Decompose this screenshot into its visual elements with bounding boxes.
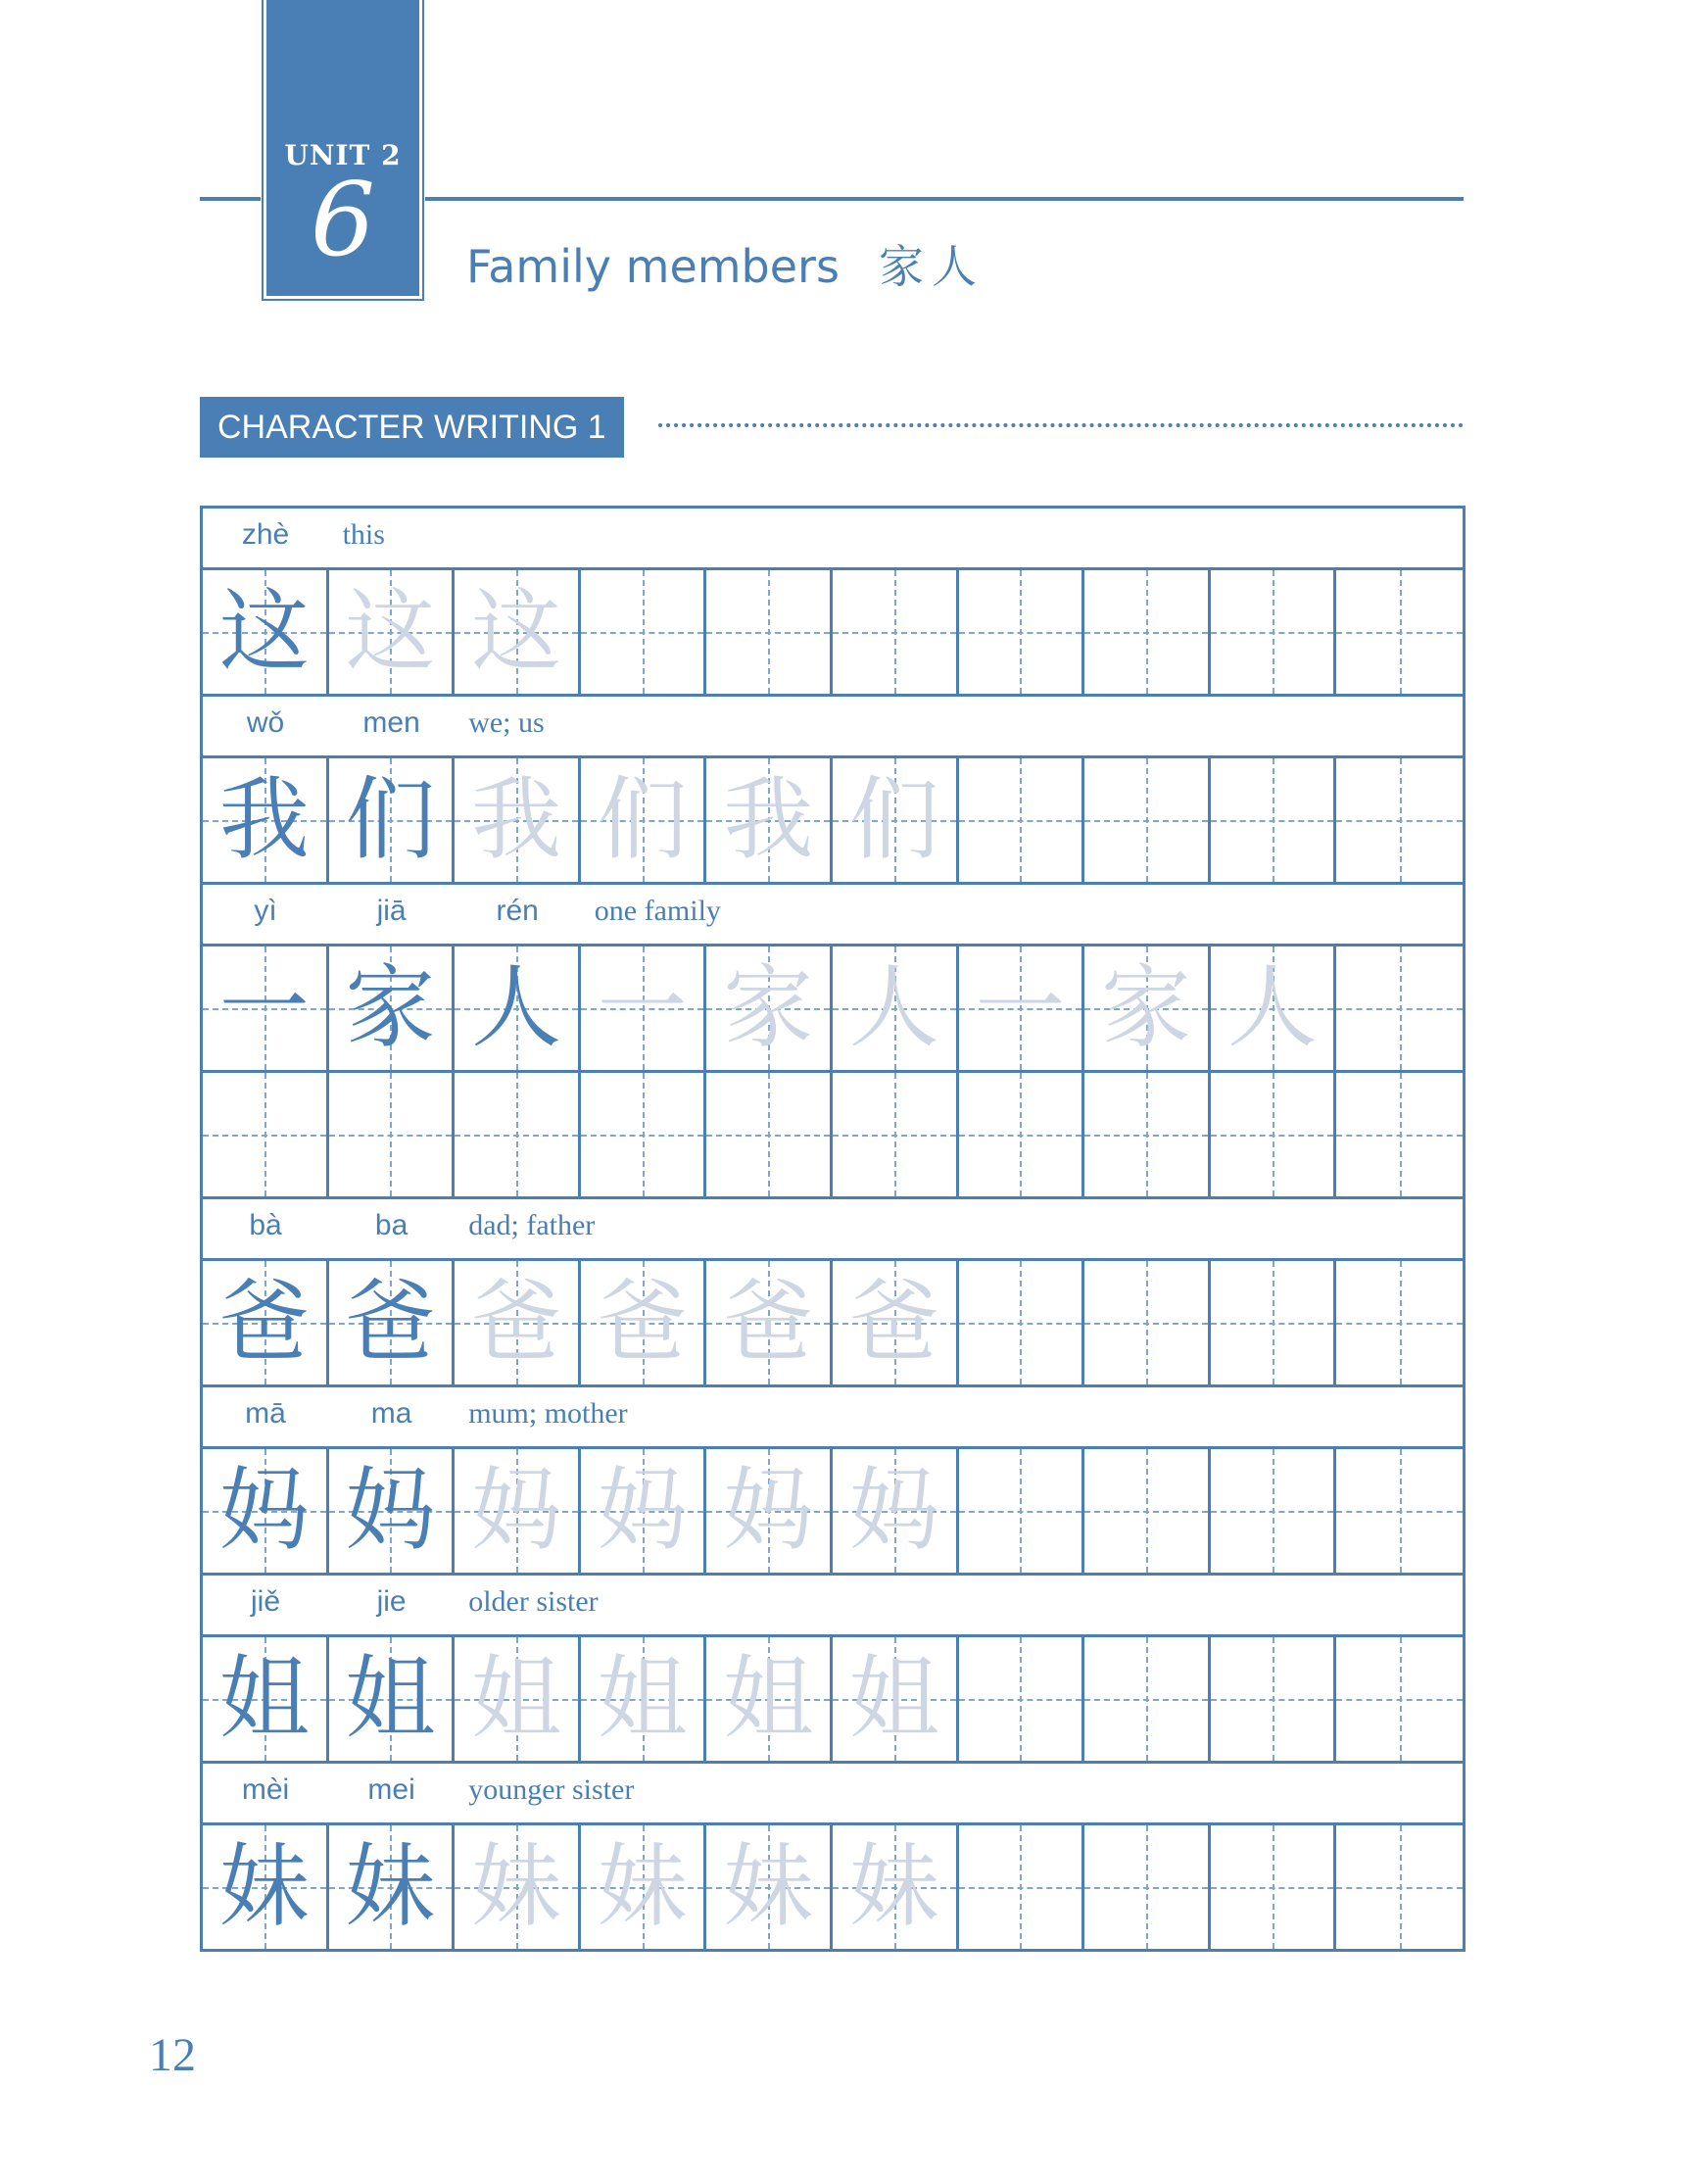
- pinyin-label: men: [362, 706, 420, 739]
- practice-cell[interactable]: [1084, 1825, 1211, 1949]
- practice-row: [203, 1261, 1463, 1387]
- practice-cell[interactable]: [1211, 946, 1337, 1070]
- vocab-label-row: [203, 1387, 1463, 1449]
- practice-cell[interactable]: [1336, 1449, 1463, 1573]
- practice-cell[interactable]: [706, 570, 833, 694]
- practice-row: [203, 1449, 1463, 1576]
- practice-cell[interactable]: [1336, 1073, 1463, 1196]
- model-character: 妈: [345, 1458, 436, 1563]
- practice-row: [203, 1637, 1463, 1764]
- practice-cell[interactable]: [833, 758, 959, 882]
- practice-cell[interactable]: [1211, 1449, 1337, 1573]
- vocab-label-row: [203, 697, 1463, 758]
- practice-cell[interactable]: [455, 1825, 581, 1949]
- model-character: 我: [218, 767, 310, 872]
- page-number: 12: [149, 2029, 196, 2081]
- pinyin-label: mei: [367, 1773, 415, 1806]
- pinyin-label: wǒ: [246, 706, 285, 739]
- pinyin-label: yì: [254, 895, 277, 927]
- tracing-character: 妈: [723, 1458, 814, 1563]
- practice-cell[interactable]: [581, 758, 707, 882]
- practice-cell[interactable]: [203, 1825, 329, 1949]
- practice-cell[interactable]: [959, 570, 1085, 694]
- practice-cell[interactable]: [329, 1073, 456, 1196]
- practice-cell[interactable]: [959, 1637, 1085, 1761]
- practice-cell[interactable]: [959, 1073, 1085, 1196]
- tracing-character: 爸: [597, 1270, 688, 1375]
- vocab-label-row: [203, 1199, 1463, 1261]
- practice-cell[interactable]: [203, 1637, 329, 1761]
- practice-cell[interactable]: [1211, 1261, 1337, 1384]
- pinyin-label: jie: [376, 1585, 407, 1618]
- gloss-label: we; us: [468, 706, 545, 739]
- gloss-label: older sister: [468, 1585, 599, 1618]
- lesson-title: [466, 231, 985, 296]
- practice-row: [203, 570, 1463, 697]
- unit-badge: [266, 0, 419, 296]
- practice-cell[interactable]: [833, 1825, 959, 1949]
- gloss-label: one family: [594, 895, 721, 927]
- practice-cell[interactable]: [1336, 1637, 1463, 1761]
- tracing-character: 我: [470, 767, 561, 872]
- practice-cell[interactable]: [581, 1261, 707, 1384]
- vocab-label-row: [203, 1764, 1463, 1825]
- model-character: 人: [470, 955, 561, 1060]
- unit-label: UNIT 2: [284, 139, 402, 171]
- model-character: 家: [345, 955, 436, 1060]
- practice-cell[interactable]: [203, 758, 329, 882]
- practice-cell[interactable]: [1084, 1261, 1211, 1384]
- pinyin-label: mā: [245, 1397, 286, 1430]
- pinyin-label: ba: [374, 1209, 408, 1241]
- practice-cell[interactable]: [455, 758, 581, 882]
- tracing-character: 一: [975, 955, 1066, 1060]
- practice-cell[interactable]: [1084, 1073, 1211, 1196]
- practice-cell[interactable]: [581, 570, 707, 694]
- tracing-character: 姐: [470, 1646, 561, 1751]
- practice-cell[interactable]: [1336, 758, 1463, 882]
- practice-cell[interactable]: [581, 946, 707, 1070]
- practice-cell[interactable]: [329, 946, 456, 1070]
- practice-row: [203, 1825, 1463, 1949]
- practice-cell[interactable]: [203, 1261, 329, 1384]
- practice-cell[interactable]: [1084, 1449, 1211, 1573]
- practice-cell[interactable]: [1211, 1637, 1337, 1761]
- practice-cell[interactable]: [581, 1637, 707, 1761]
- tracing-character: 爸: [470, 1270, 561, 1375]
- practice-cell[interactable]: [959, 1825, 1085, 1949]
- practice-cell[interactable]: [1211, 570, 1337, 694]
- model-character: 妹: [218, 1834, 310, 1939]
- practice-cell[interactable]: [706, 1637, 833, 1761]
- practice-cell[interactable]: [203, 570, 329, 694]
- practice-cell[interactable]: [706, 1073, 833, 1196]
- tracing-character: 妈: [470, 1458, 561, 1563]
- practice-cell[interactable]: [959, 758, 1085, 882]
- practice-cell[interactable]: [959, 1449, 1085, 1573]
- gloss-label: younger sister: [468, 1773, 635, 1806]
- practice-cell[interactable]: [833, 1073, 959, 1196]
- practice-cell[interactable]: [329, 1825, 456, 1949]
- practice-cell[interactable]: [455, 946, 581, 1070]
- model-character: 姐: [218, 1646, 310, 1751]
- practice-cell[interactable]: [203, 946, 329, 1070]
- tracing-character: 妹: [723, 1834, 814, 1939]
- practice-cell[interactable]: [706, 758, 833, 882]
- practice-cell[interactable]: [455, 1637, 581, 1761]
- practice-cell[interactable]: [1336, 570, 1463, 694]
- practice-cell[interactable]: [706, 1449, 833, 1573]
- writing-practice-sheet: [200, 506, 1466, 1952]
- model-character: 妹: [345, 1834, 436, 1939]
- lesson-title-zh: 家人: [878, 240, 985, 293]
- tracing-character: 姐: [848, 1646, 939, 1751]
- header-rule: [200, 197, 261, 201]
- practice-cell[interactable]: [1211, 1073, 1337, 1196]
- practice-cell[interactable]: [329, 570, 456, 694]
- practice-cell[interactable]: [706, 1261, 833, 1384]
- tracing-character: 妹: [597, 1834, 688, 1939]
- practice-cell[interactable]: [833, 1449, 959, 1573]
- practice-cell[interactable]: [706, 946, 833, 1070]
- vocab-label-row: [203, 509, 1463, 570]
- practice-cell[interactable]: [833, 946, 959, 1070]
- practice-cell[interactable]: [203, 1449, 329, 1573]
- practice-cell[interactable]: [455, 1261, 581, 1384]
- tracing-character: 一: [597, 955, 688, 1060]
- tracing-character: 人: [1226, 955, 1318, 1060]
- tracing-character: 这: [470, 579, 561, 684]
- tracing-character: 我: [723, 767, 814, 872]
- model-character: 这: [218, 579, 310, 684]
- practice-cell[interactable]: [1211, 1825, 1337, 1949]
- practice-row: [203, 758, 1463, 885]
- header-rule: [425, 197, 1464, 201]
- pinyin-label: jiā: [376, 895, 407, 927]
- practice-cell[interactable]: [1084, 758, 1211, 882]
- model-character: 爸: [218, 1270, 310, 1375]
- unit-number: 6: [310, 160, 376, 279]
- pinyin-label: bà: [249, 1209, 282, 1241]
- practice-cell[interactable]: [329, 1637, 456, 1761]
- blank-practice-row: [203, 1073, 1463, 1199]
- practice-cell[interactable]: [581, 1073, 707, 1196]
- vocab-label-row: [203, 885, 1463, 946]
- pinyin-label: zhè: [241, 518, 290, 551]
- lesson-title-en: Family members: [466, 240, 840, 293]
- tracing-character: 家: [1100, 955, 1191, 1060]
- tracing-character: 家: [723, 955, 814, 1060]
- practice-cell[interactable]: [455, 1449, 581, 1573]
- model-character: 们: [345, 767, 436, 872]
- tracing-character: 们: [848, 767, 939, 872]
- section-label: CHARACTER WRITING 1: [200, 397, 624, 458]
- gloss-label: dad; father: [468, 1209, 596, 1241]
- model-character: 爸: [345, 1270, 436, 1375]
- practice-cell[interactable]: [1084, 1637, 1211, 1761]
- model-character: 一: [218, 955, 310, 1060]
- tracing-character: 妹: [848, 1834, 939, 1939]
- pinyin-label: jiě: [250, 1585, 280, 1618]
- practice-cell[interactable]: [959, 1261, 1085, 1384]
- practice-row: [203, 946, 1463, 1073]
- practice-cell[interactable]: [1211, 758, 1337, 882]
- tracing-character: 妈: [848, 1458, 939, 1563]
- tracing-character: 这: [345, 579, 436, 684]
- practice-cell[interactable]: [329, 1261, 456, 1384]
- practice-cell[interactable]: [455, 1073, 581, 1196]
- tracing-character: 姐: [597, 1646, 688, 1751]
- practice-cell[interactable]: [833, 1637, 959, 1761]
- practice-cell[interactable]: [1084, 946, 1211, 1070]
- gloss-label: this: [342, 518, 385, 551]
- tracing-character: 人: [848, 955, 939, 1060]
- practice-cell[interactable]: [1336, 1261, 1463, 1384]
- practice-cell[interactable]: [833, 1261, 959, 1384]
- section-divider: [658, 423, 1464, 427]
- practice-cell[interactable]: [203, 1073, 329, 1196]
- practice-cell[interactable]: [329, 1449, 456, 1573]
- pinyin-label: mèi: [241, 1773, 290, 1806]
- vocab-label-row: [203, 1576, 1463, 1637]
- practice-cell[interactable]: [1336, 946, 1463, 1070]
- model-character: 妈: [218, 1458, 310, 1563]
- practice-cell[interactable]: [959, 946, 1085, 1070]
- practice-cell[interactable]: [1336, 1825, 1463, 1949]
- practice-cell[interactable]: [455, 570, 581, 694]
- practice-cell[interactable]: [833, 570, 959, 694]
- tracing-character: 姐: [723, 1646, 814, 1751]
- practice-cell[interactable]: [1084, 570, 1211, 694]
- pinyin-label: ma: [370, 1397, 412, 1430]
- tracing-character: 妈: [597, 1458, 688, 1563]
- practice-cell[interactable]: [706, 1825, 833, 1949]
- pinyin-label: rén: [496, 895, 539, 927]
- tracing-character: 们: [597, 767, 688, 872]
- practice-cell[interactable]: [581, 1449, 707, 1573]
- model-character: 姐: [345, 1646, 436, 1751]
- tracing-character: 爸: [848, 1270, 939, 1375]
- practice-cell[interactable]: [581, 1825, 707, 1949]
- tracing-character: 妹: [470, 1834, 561, 1939]
- tracing-character: 爸: [723, 1270, 814, 1375]
- practice-cell[interactable]: [329, 758, 456, 882]
- gloss-label: mum; mother: [468, 1397, 628, 1430]
